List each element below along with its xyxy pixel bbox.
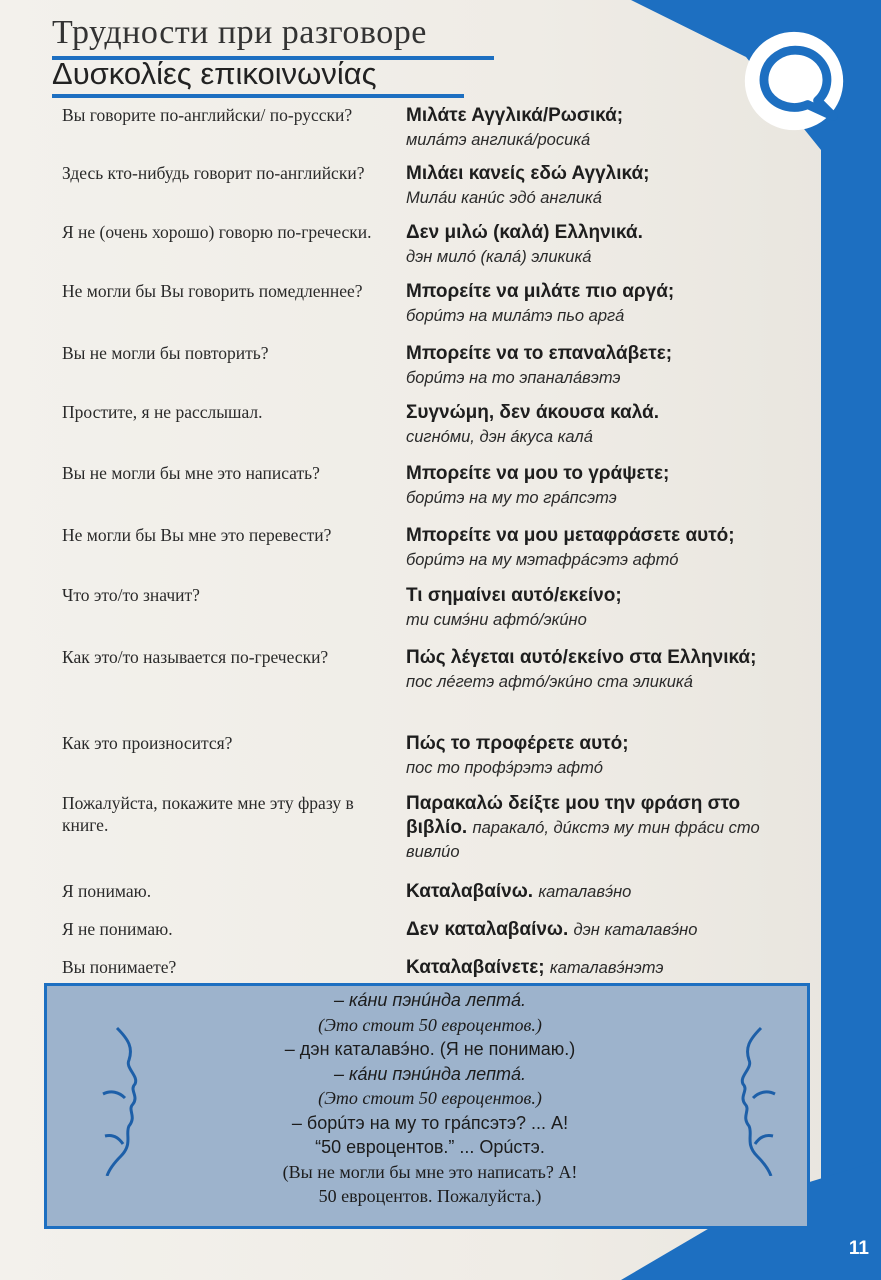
greek-phrase: [406, 162, 786, 210]
russian-phrase: Как это/то называется по-гречески?: [62, 647, 329, 667]
greek-text: Τι σημαίνει αυτό/εκείνο;: [406, 585, 622, 606]
russian-phrase: Не могли бы Вы говорить помедленнее?: [62, 281, 363, 301]
russian-phrase: Не могли бы Вы мне это перевести?: [62, 525, 332, 545]
dialog-example-box: [44, 983, 810, 1229]
transliteration: дэн каталавэ́но: [573, 921, 698, 939]
greek-phrase: [406, 524, 786, 572]
transliteration: пос лéгетэ афтó/экúно ста эликикá: [406, 673, 693, 691]
transliteration: сигнóми, дэн áкуса калá: [406, 428, 593, 446]
greek-phrase: [406, 584, 786, 632]
greek-phrase: [406, 462, 786, 510]
greek-phrase: [406, 880, 786, 904]
russian-phrase: Пожалуйста, покажите мне эту фразу в книге.: [62, 793, 354, 835]
transliteration: борúтэ на му то грáпсэтэ: [406, 489, 617, 507]
dialog-line: (Это стоит 50 евроцентов.): [318, 1014, 542, 1035]
dialog-line: 50 евроцентов. Пожалуйста.): [318, 1186, 542, 1206]
greek-text: Μιλάει κανείς εδώ Αγγλικά;: [406, 163, 650, 184]
greek-phrase: [406, 401, 786, 449]
transliteration: пос то профэ́рэтэ афтó: [406, 759, 603, 777]
transliteration: каталавэ́но: [538, 883, 632, 901]
russian-phrase: Простите, я не расслышал.: [62, 402, 263, 422]
greek-phrase: [406, 104, 786, 152]
dialog-line: (Это стоит 50 евроцентов.): [318, 1088, 542, 1108]
greek-text: Μπορείτε να μου το γράψετε;: [406, 463, 670, 484]
russian-phrase: Я не (очень хорошо) говорю по-гречески.: [62, 222, 372, 242]
greek-text: Καταλαβαίνετε;: [406, 957, 545, 978]
transliteration: Милáи канúс эдó англикá: [406, 189, 602, 207]
dialog-line: – дэн каталавэ́но. (Я не понимаю.): [284, 1039, 576, 1059]
greek-phrase: [406, 646, 786, 694]
greek-phrase: [406, 918, 786, 942]
greek-text: Μπορείτε να μου μεταφράσετε αυτό;: [406, 525, 735, 546]
title-underline: [52, 94, 464, 98]
transliteration: борúтэ на милáтэ пьо аргá: [406, 307, 625, 325]
dialog-line: (Вы не могли бы мне это написать? А!: [282, 1161, 578, 1182]
greek-text: Μπορείτε να μιλάτε πιο αργά;: [406, 281, 675, 302]
transliteration: борúтэ на му мэтафрáсэтэ афтó: [406, 551, 679, 569]
greek-text: Παρακαλώ δείξτε μου την φράση στο βιβλίο.: [406, 793, 741, 838]
russian-phrase: Что это/то значит?: [62, 585, 200, 605]
greek-text: Δεν καταλαβαίνω.: [406, 919, 569, 940]
dialog-line: – борúтэ на му то грáпсэтэ? ... А!: [291, 1112, 569, 1133]
transliteration: борúтэ на то эпаналáвэтэ: [406, 369, 621, 387]
greek-text: Πώς το προφέρετε αυτό;: [406, 733, 629, 754]
page-title-russian: Трудности при разговоре: [52, 14, 427, 51]
transliteration: дэн милó (калá) эликикá: [406, 248, 592, 266]
greek-phrase: [406, 221, 786, 269]
transliteration: ти симэ́ни афтó/экúно: [406, 611, 587, 629]
transliteration: паракалó, дúкстэ му тин фрáси сто вивлúо: [406, 819, 760, 861]
dialog-line: “50 евроцентов.” ... Орúстэ.: [315, 1137, 545, 1157]
russian-phrase: Я понимаю.: [62, 881, 152, 901]
russian-phrase: Вы не могли бы мне это написать?: [62, 463, 320, 483]
greek-phrase: [406, 792, 786, 864]
greek-text: Μπορείτε να το επαναλάβετε;: [406, 343, 673, 364]
greek-phrase: [406, 732, 786, 780]
greek-text: Μιλάτε Αγγλικά/Ρωσικά;: [406, 105, 624, 126]
russian-phrase: Здесь кто-нибудь говорит по-английски?: [62, 163, 365, 183]
transliteration: каталавэ́нэтэ: [549, 959, 664, 977]
russian-phrase: Вы понимаете?: [62, 957, 177, 977]
greek-text: Καταλαβαίνω.: [406, 881, 534, 902]
greek-phrase: [406, 280, 786, 328]
greek-phrase: [406, 342, 786, 390]
russian-phrase: Вы не могли бы повторить?: [62, 343, 269, 363]
greek-text: Δεν μιλώ (καλά) Ελληνικά.: [406, 222, 643, 243]
greek-text: Συγνώμη, δεν άκουσα καλά.: [406, 402, 660, 423]
dialog-line: – кáни пэнúнда лептá.: [333, 990, 527, 1010]
page-title-greek: Δυσκολίες επικοινωνίας: [52, 56, 377, 91]
transliteration: милáтэ англикá/росикá: [406, 131, 591, 149]
russian-phrase: Я не понимаю.: [62, 919, 173, 939]
dialog-line: – кáни пэнúнда лептá.: [333, 1063, 527, 1084]
greek-text: Πώς λέγεται αυτό/εκείνο στα Ελληνικά;: [406, 647, 757, 668]
russian-phrase: Вы говорите по-английски/ по-русски?: [62, 105, 353, 125]
page-number: 11: [848, 1238, 869, 1259]
dialog-text: [47, 988, 813, 1209]
russian-phrase: Как это произносится?: [62, 733, 233, 753]
greek-phrase: [406, 956, 786, 980]
right-blue-band: [821, 0, 881, 1280]
